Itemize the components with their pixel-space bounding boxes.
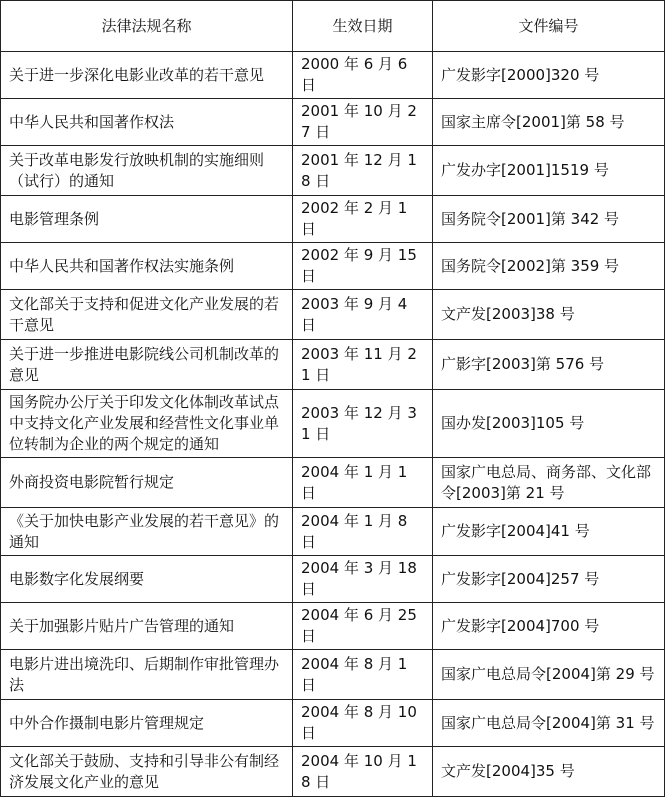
effective-date: 2004 年 1 月 1 日 xyxy=(293,458,433,508)
document-number: 文产发[2004]35 号 xyxy=(433,747,665,797)
regulation-name: 《关于加快电影产业发展的若干意见》的通知 xyxy=(1,508,293,556)
regulation-name: 文化部关于鼓励、支持和引导非公有制经济发展文化产业的意见 xyxy=(1,747,293,797)
regulation-name: 电影数字化发展纲要 xyxy=(1,556,293,603)
document-number: 广影字[2003]第 576 号 xyxy=(433,340,665,390)
regulation-name: 关于进一步推进电影院线公司机制改革的意见 xyxy=(1,340,293,390)
regulation-name: 电影片进出境洗印、后期制作审批管理办法 xyxy=(1,650,293,700)
regulation-name: 中外合作摄制电影片管理规定 xyxy=(1,700,293,747)
regulation-name: 关于改革电影发行放映机制的实施细则（试行）的通知 xyxy=(1,146,293,196)
effective-date: 2003 年 11 月 21 日 xyxy=(293,340,433,390)
effective-date: 2001 年 10 月 27 日 xyxy=(293,99,433,146)
table-row xyxy=(1,99,665,146)
regulation-name: 电影管理条例 xyxy=(1,196,293,243)
document-number: 广发影字[2004]41 号 xyxy=(433,508,665,556)
table-row xyxy=(1,700,665,747)
document-number: 国务院令[2001]第 342 号 xyxy=(433,196,665,243)
effective-date: 2001 年 12 月 18 日 xyxy=(293,146,433,196)
effective-date: 2004 年 6 月 25 日 xyxy=(293,603,433,650)
document-number: 国家广电总局令[2004]第 31 号 xyxy=(433,700,665,747)
table-row xyxy=(1,508,665,556)
column-header-number: 文件编号 xyxy=(433,1,665,52)
regulation-name: 关于进一步深化电影业改革的若干意见 xyxy=(1,52,293,99)
table-row xyxy=(1,390,665,458)
table-row xyxy=(1,747,665,797)
column-header-date: 生效日期 xyxy=(293,1,433,52)
document-number: 广发影字[2000]320 号 xyxy=(433,52,665,99)
table-row xyxy=(1,290,665,340)
regulation-name: 国务院办公厅关于印发文化体制改革试点中支持文化产业发展和经营性文化事业单位转制为企业的两个规定的通知 xyxy=(1,390,293,458)
document-number: 广发办字[2001]1519 号 xyxy=(433,146,665,196)
document-number: 国家广电总局令[2004]第 29 号 xyxy=(433,650,665,700)
effective-date: 2004 年 8 月 1 日 xyxy=(293,650,433,700)
table-row xyxy=(1,243,665,290)
table-row xyxy=(1,196,665,243)
table-row xyxy=(1,52,665,99)
effective-date: 2004 年 10 月 18 日 xyxy=(293,747,433,797)
column-header-name: 法律法规名称 xyxy=(1,1,293,52)
document-number: 国家广电总局、商务部、文化部令[2003]第 21 号 xyxy=(433,458,665,508)
table-row xyxy=(1,603,665,650)
regulation-name: 关于加强影片贴片广告管理的通知 xyxy=(1,603,293,650)
header-row xyxy=(1,1,665,52)
table-row xyxy=(1,146,665,196)
document-number: 国办发[2003]105 号 xyxy=(433,390,665,458)
document-number: 广发影字[2004]257 号 xyxy=(433,556,665,603)
regulation-name: 中华人民共和国著作权法 xyxy=(1,99,293,146)
document-number: 国务院令[2002]第 359 号 xyxy=(433,243,665,290)
table-row xyxy=(1,458,665,508)
table-row xyxy=(1,340,665,390)
effective-date: 2002 年 2 月 1 日 xyxy=(293,196,433,243)
effective-date: 2004 年 8 月 10 日 xyxy=(293,700,433,747)
effective-date: 2004 年 3 月 18 日 xyxy=(293,556,433,603)
effective-date: 2000 年 6 月 6 日 xyxy=(293,52,433,99)
regulation-name: 文化部关于支持和促进文化产业发展的若干意见 xyxy=(1,290,293,340)
regulation-name: 中华人民共和国著作权法实施条例 xyxy=(1,243,293,290)
effective-date: 2003 年 12 月 31 日 xyxy=(293,390,433,458)
table-row xyxy=(1,556,665,603)
table-row xyxy=(1,650,665,700)
document-number: 文产发[2003]38 号 xyxy=(433,290,665,340)
effective-date: 2002 年 9 月 15 日 xyxy=(293,243,433,290)
effective-date: 2003 年 9 月 4 日 xyxy=(293,290,433,340)
regulation-name: 外商投资电影院暂行规定 xyxy=(1,458,293,508)
document-number: 国家主席令[2001]第 58 号 xyxy=(433,99,665,146)
effective-date: 2004 年 1 月 8 日 xyxy=(293,508,433,556)
document-number: 广发影字[2004]700 号 xyxy=(433,603,665,650)
